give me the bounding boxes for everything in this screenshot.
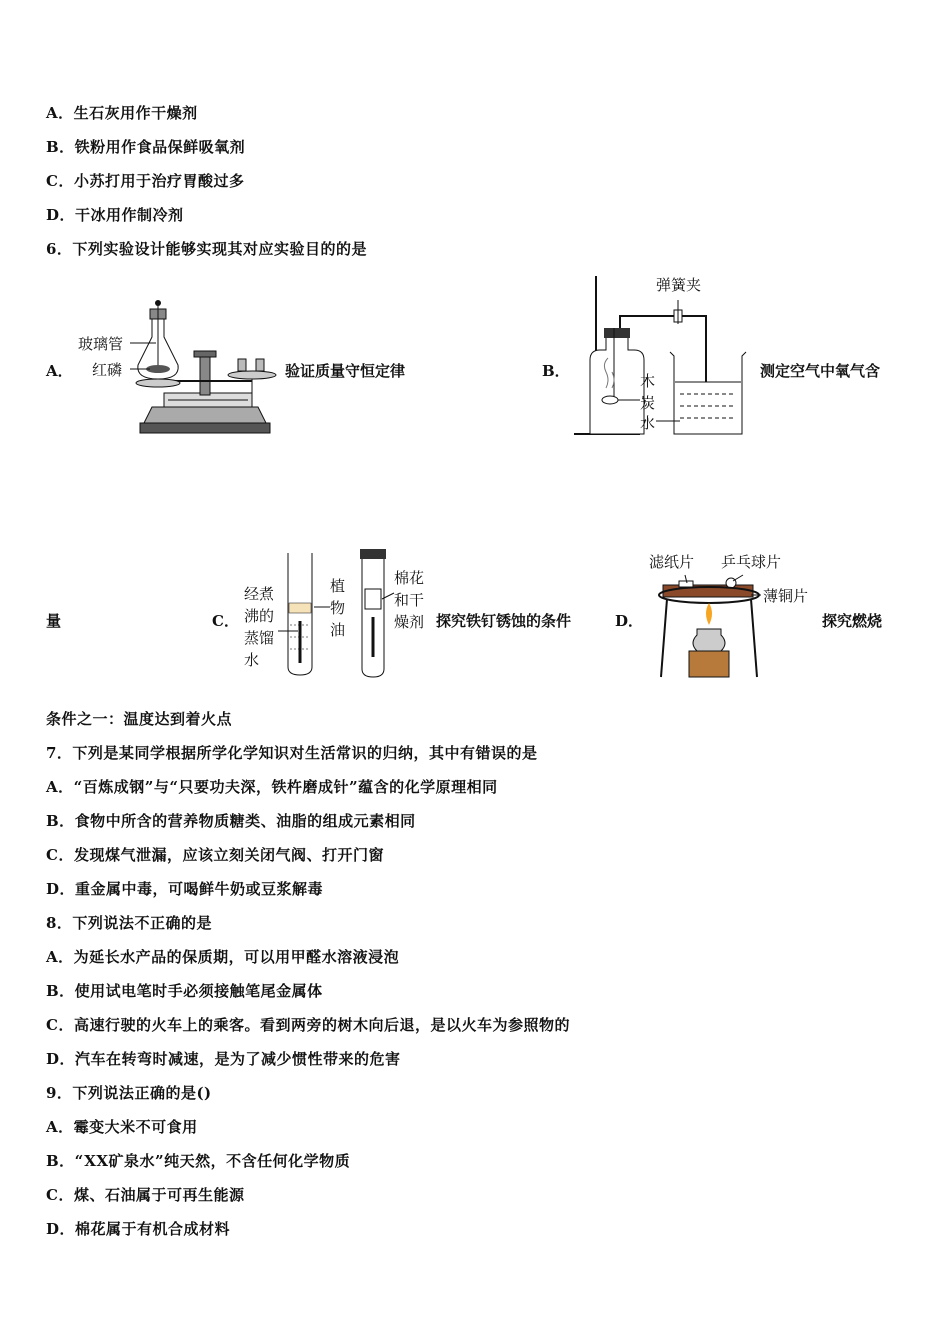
label-boiled-2: 沸的 bbox=[244, 607, 275, 625]
label-oil-1: 植 bbox=[330, 577, 346, 595]
q5-option-c: C．小苏打用于治疗胃酸过多 bbox=[46, 172, 245, 190]
q6-c-label: C． bbox=[212, 612, 239, 630]
label-spring-clip: 弹簧夹 bbox=[656, 276, 702, 294]
q9-option-b: B．“XX矿泉水”纯天然，不含任何化学物质 bbox=[46, 1152, 351, 1170]
q5-option-b: B．铁粉用作食品保鲜吸氧剂 bbox=[46, 138, 246, 156]
oxygen-measurement-figure bbox=[570, 270, 755, 440]
q8-option-b: B．使用试电笔时手必须接触笔尾金属体 bbox=[46, 982, 323, 1000]
q7-option-d: D．重金属中毒，可喝鲜牛奶或豆浆解毒 bbox=[46, 880, 324, 898]
label-cotton-3: 燥剂 bbox=[394, 613, 425, 631]
q6-b-caption: 测定空气中氧气含 bbox=[760, 362, 881, 380]
label-boiled-4: 水 bbox=[244, 651, 260, 669]
q6-a-caption: 验证质量守恒定律 bbox=[285, 362, 406, 380]
iron-nail-rust-figure bbox=[238, 545, 433, 685]
q7-option-a: A．“百炼成钢”与“只要功夫深，铁杵磨成针”蕴含的化学原理相同 bbox=[46, 778, 498, 796]
q8-option-c: C．高速行驶的火车上的乘客。看到两旁的树木向后退，是以火车为参照物的 bbox=[46, 1016, 570, 1034]
q6-d-caption: 探究燃烧 bbox=[822, 612, 883, 630]
label-ping-pong: 乒乓球片 bbox=[721, 553, 782, 571]
q9-stem: 9．下列说法正确的是() bbox=[46, 1084, 212, 1102]
q6-d-caption-cont: 条件之一：温度达到着火点 bbox=[46, 710, 233, 728]
q9-option-d: D．棉花属于有机合成材料 bbox=[46, 1220, 231, 1238]
q6-a-label: A． bbox=[46, 362, 73, 380]
q5-option-a: A．生石灰用作干燥剂 bbox=[46, 104, 198, 122]
label-cotton-2: 和干 bbox=[394, 591, 425, 609]
combustion-condition-figure bbox=[645, 545, 820, 685]
q7-option-c: C．发现煤气泄漏，应该立刻关闭气阀、打开门窗 bbox=[46, 846, 384, 864]
q9-option-a: A．霉变大米不可食用 bbox=[46, 1118, 198, 1136]
label-boiled-1: 经煮 bbox=[244, 585, 275, 603]
q8-option-d: D．汽车在转弯时减速，是为了减少惯性带来的危害 bbox=[46, 1050, 401, 1068]
label-water: 水 bbox=[640, 414, 656, 432]
q9-option-c: C．煤、石油属于可再生能源 bbox=[46, 1186, 245, 1204]
q7-option-b: B．食物中所含的营养物质糖类、油脂的组成元素相同 bbox=[46, 812, 416, 830]
q8-option-a: A．为延长水产品的保质期，可以用甲醛水溶液浸泡 bbox=[46, 948, 400, 966]
label-mu: 木 bbox=[640, 372, 656, 390]
label-boiled-3: 蒸馏 bbox=[244, 629, 275, 647]
label-cotton-1: 棉花 bbox=[394, 569, 425, 587]
q6-b-label: B． bbox=[542, 362, 570, 380]
q7-stem: 7．下列是某同学根据所学化学知识对生活常识的归纳，其中有错误的是 bbox=[46, 744, 538, 762]
label-oil-3: 油 bbox=[330, 621, 346, 639]
q6-stem: 6．下列实验设计能够实现其对应实验目的的是 bbox=[46, 240, 367, 258]
balance-apparatus-figure bbox=[72, 295, 282, 440]
label-oil-2: 物 bbox=[330, 599, 346, 617]
q6-b-caption-cont: 量 bbox=[46, 612, 62, 630]
q6-c-caption: 探究铁钉锈蚀的条件 bbox=[436, 612, 572, 630]
q6-d-label: D． bbox=[615, 612, 644, 630]
label-glass-tube: 玻璃管 bbox=[78, 335, 124, 353]
q8-stem: 8．下列说法不正确的是 bbox=[46, 914, 212, 932]
label-filter-paper: 滤纸片 bbox=[649, 553, 695, 571]
q5-option-d: D．干冰用作制冷剂 bbox=[46, 206, 184, 224]
label-tan: 炭 bbox=[640, 394, 656, 412]
label-copper-sheet: 薄铜片 bbox=[763, 587, 809, 605]
label-red-phosphorus: 红磷 bbox=[92, 361, 123, 379]
